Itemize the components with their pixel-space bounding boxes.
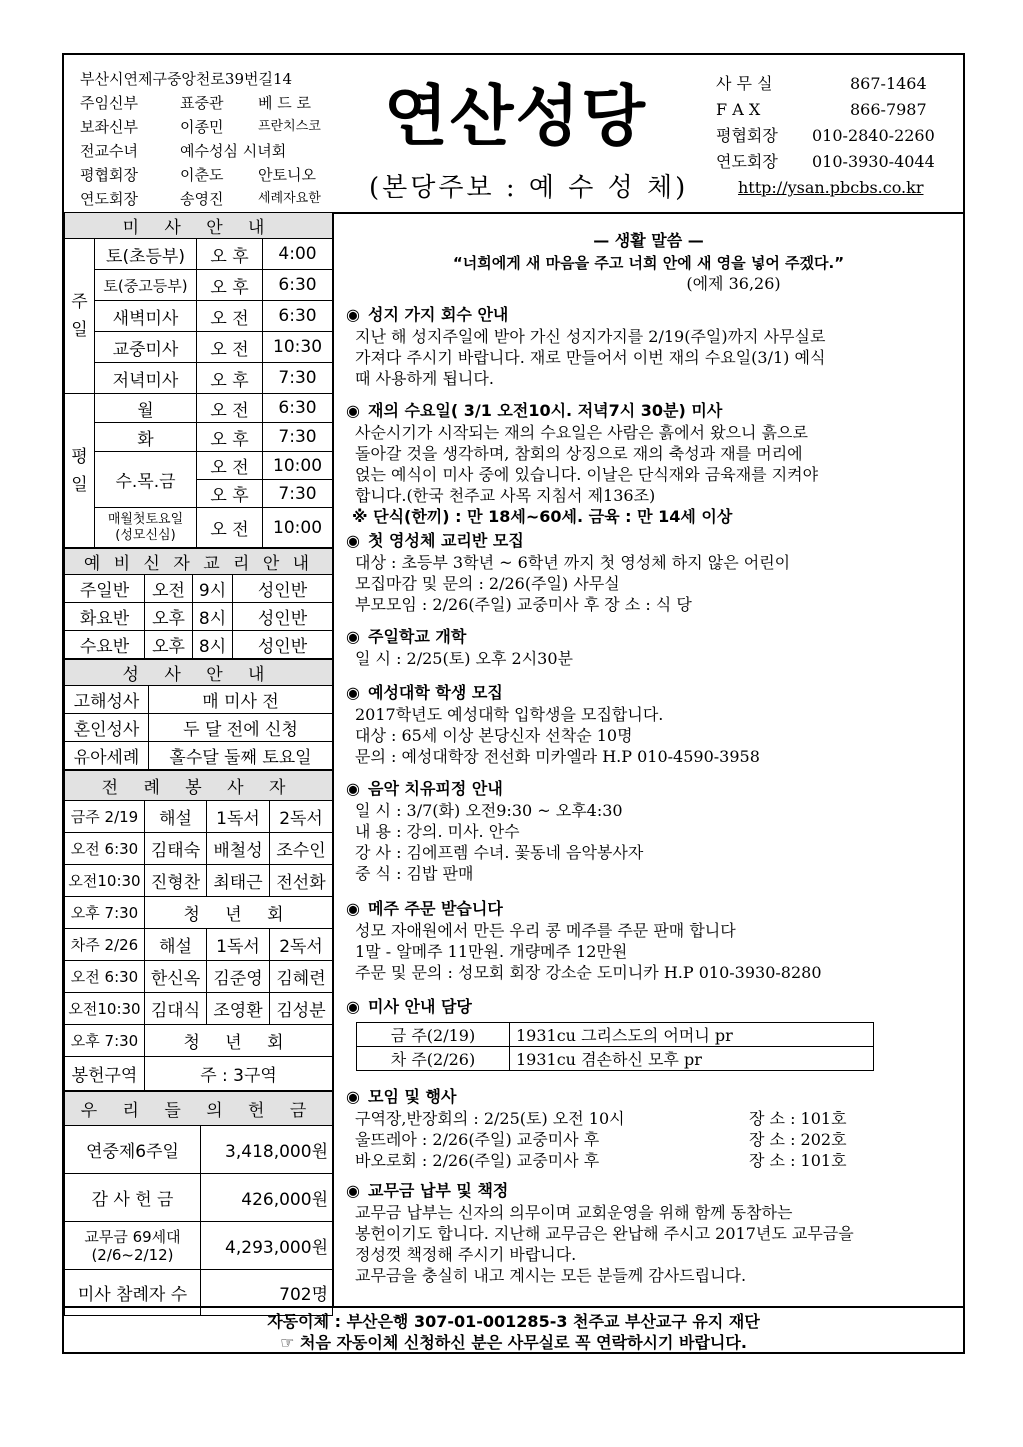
server-name: 김성분 xyxy=(270,993,333,1025)
person: 예수성심 시녀회 xyxy=(180,142,287,160)
notice-line: 내 용 : 강의. 미사. 안수 xyxy=(355,822,520,841)
weekly-word xyxy=(334,230,963,294)
auto-transfer-info: 자동이체 : 부산은행 307-01-001285-3 천주교 부산교구 유지 재단 xyxy=(267,1312,760,1331)
mass-slot: 오전 6:30 xyxy=(65,961,145,993)
sunday-label: 주일 xyxy=(65,239,95,394)
notice-ash-wednesday xyxy=(346,400,956,528)
catechism-table xyxy=(64,548,333,659)
mass-slot: 오후 7:30 xyxy=(65,1025,145,1057)
footer xyxy=(64,1306,963,1352)
server-name: 김태숙 xyxy=(145,833,207,865)
intention-group: 1931cu 겸손하신 모후 pr xyxy=(510,1047,874,1071)
mass-time: 10:00 xyxy=(263,452,333,480)
notice-line: 얹는 예식이 미사 중에 있습니다. 이날은 단식재와 금육재를 지켜야 xyxy=(355,465,819,484)
mass-ampm: 오 후 xyxy=(197,423,263,452)
mass-name: 토(중고등부) xyxy=(95,270,197,301)
sacrament-name: 고해성사 xyxy=(65,686,149,714)
class-hour: 9시 xyxy=(193,575,233,603)
role-header: 해설 xyxy=(145,801,207,833)
contact-number: 010-2840-2260 xyxy=(812,126,935,145)
sacrament-name: 혼인성사 xyxy=(65,714,149,742)
week-label: 차 주(2/26) xyxy=(357,1047,510,1071)
class-group: 성인반 xyxy=(233,631,333,659)
sacraments-table xyxy=(64,659,333,770)
class-day: 화요반 xyxy=(65,603,145,631)
person: 송영진 xyxy=(180,190,224,208)
class-ampm: 오전 xyxy=(145,575,193,603)
bulletin-subtitle: (본당주보 : 예 수 성 체) xyxy=(369,173,689,203)
mass-slot: 오전 6:30 xyxy=(65,833,145,865)
role-header: 해설 xyxy=(145,929,207,961)
right-column xyxy=(334,212,963,1306)
meeting-info: 구역장,반장회의 : 2/25(토) 오전 10시 xyxy=(355,1109,625,1128)
role: 연도회장 xyxy=(80,190,138,208)
mass-name: 교중미사 xyxy=(95,332,197,363)
notice-senior-college xyxy=(346,682,956,767)
sacrament-name: 유아세례 xyxy=(65,742,149,770)
bullet-icon: ◉ xyxy=(346,1181,360,1200)
offering-amount: 426,000원 xyxy=(201,1174,333,1222)
notice-line: 교무금 납부는 신자의 의무이며 교회운영을 위해 함께 동참하는 xyxy=(355,1203,793,1222)
sacraments-title: 성 사 안 내 xyxy=(65,660,333,686)
server-name: 조수인 xyxy=(270,833,333,865)
contact-number: 010-3930-4044 xyxy=(812,152,935,171)
mass-ampm: 오 후 xyxy=(197,363,263,394)
meeting-place: 장 소 : 202호 xyxy=(749,1130,847,1149)
server-name: 진형찬 xyxy=(145,865,207,897)
mass-ampm: 오 전 xyxy=(197,452,263,480)
bullet-icon: ◉ xyxy=(346,1087,360,1106)
notice-palm-return xyxy=(346,304,956,389)
weekly-word-quote: “너희에게 새 마음을 주고 너희 안에 새 영을 넣어 주겠다.” xyxy=(452,254,845,272)
address: 부산시연제구중앙천로39번길14 xyxy=(80,70,293,88)
week-label: 금주 2/19 xyxy=(65,801,145,833)
contact-label: 사 무 실 xyxy=(716,74,773,93)
mass-time: 7:30 xyxy=(263,480,333,508)
auto-transfer-note: ☞ 처음 자동이체 신청하신 분은 사무실로 꼭 연락하시기 바랍니다. xyxy=(280,1333,747,1352)
offering-amount: 4,293,000원 xyxy=(201,1222,333,1270)
parish-staff xyxy=(80,67,321,211)
mass-time: 4:00 xyxy=(263,239,333,270)
server-name: 김혜련 xyxy=(270,961,333,993)
baptism-name: 세례자요한 xyxy=(258,191,321,206)
attendance-count: 702명 xyxy=(201,1270,333,1316)
mass-ampm: 오 전 xyxy=(197,301,263,332)
intention-group: 1931cu 그리스도의 어머니 pr xyxy=(510,1023,874,1047)
mass-name: 토(초등부) xyxy=(95,239,197,270)
meeting-row xyxy=(346,1129,956,1150)
bullet-icon: ◉ xyxy=(346,683,360,702)
notice-title: 모임 및 행사 xyxy=(368,1087,457,1106)
notice-line: 일 시 : 3/7(화) 오전9:30 ~ 오후4:30 xyxy=(355,801,623,820)
offering-label-line1: 교무금 69세대 xyxy=(84,1227,181,1246)
notice-line: 강 사 : 김에프렘 수녀. 꽃동네 음악봉사자 xyxy=(355,843,644,862)
server-group: 청 년 회 xyxy=(145,1025,333,1057)
baptism-name: 안토니오 xyxy=(258,166,316,184)
notice-line: 대상 : 65세 이상 본당신자 선착순 10명 xyxy=(355,726,633,745)
meeting-place: 장 소 : 101호 xyxy=(749,1109,847,1128)
notice-meju-order xyxy=(346,898,956,983)
parish-title: 연산성당 xyxy=(384,78,648,155)
mass-time: 7:30 xyxy=(263,423,333,452)
offering-area-label: 봉헌구역 xyxy=(65,1057,145,1091)
fasting-note: ※ 단식(한끼) : 만 18세~60세. 금육 : 만 14세 이상 xyxy=(352,507,733,526)
mass-name: 월 xyxy=(95,394,197,423)
mass-schedule-title: 미 사 안 내 xyxy=(65,213,333,239)
class-day: 수요반 xyxy=(65,631,145,659)
class-day: 주일반 xyxy=(65,575,145,603)
servers-title: 전 례 봉 사 자 xyxy=(65,771,333,801)
mass-name: 화 xyxy=(95,423,197,452)
notice-line: 돌아갈 것을 생각하며, 참회의 상징으로 재의 축성과 재를 머리에 xyxy=(355,444,803,463)
person: 이춘도 xyxy=(180,166,224,184)
offering-label xyxy=(65,1222,201,1270)
notice-title: 첫 영성체 교리반 모집 xyxy=(368,531,524,550)
week-label: 금 주(2/19) xyxy=(357,1023,510,1047)
notice-line: 봉헌이기도 합니다. 지난해 교무금은 완납해 주시고 2017년도 교무금을 xyxy=(355,1224,854,1243)
notice-title: 주일학교 개학 xyxy=(368,627,467,646)
mass-name: 수.목.금 xyxy=(95,452,197,508)
weekly-word-reference: (에제 36,26) xyxy=(686,274,781,293)
notice-line: 지난 해 성지주일에 받아 가신 성지가지를 2/19(주일)까지 사무실로 xyxy=(355,327,826,346)
notice-line: 문의 : 예성대학장 전선화 미카엘라 H.P 010-4590-3958 xyxy=(355,747,760,766)
bullet-icon: ◉ xyxy=(346,305,360,324)
notice-music-retreat xyxy=(346,778,956,884)
mass-slot: 오전10:30 xyxy=(65,865,145,897)
sacrament-info: 매 미사 전 xyxy=(149,686,333,714)
week-label: 차주 2/26 xyxy=(65,929,145,961)
mass-intention-table xyxy=(356,1022,874,1071)
meeting-info: 바오로회 : 2/26(주일) 교중미사 후 xyxy=(355,1151,600,1170)
notice-line: 1말 - 알메주 11만원. 개량메주 12만원 xyxy=(355,942,628,961)
mass-ampm: 오 전 xyxy=(197,394,263,423)
role: 주임신부 xyxy=(80,94,138,112)
mass-name: 저녁미사 xyxy=(95,363,197,394)
class-group: 성인반 xyxy=(233,603,333,631)
mass-ampm: 오 후 xyxy=(197,239,263,270)
class-group: 성인반 xyxy=(233,575,333,603)
notice-title: 교무금 납부 및 책정 xyxy=(368,1181,509,1200)
person: 표중관 xyxy=(180,94,224,112)
role: 평협회장 xyxy=(80,166,138,184)
meeting-row xyxy=(346,1150,956,1171)
offerings-table xyxy=(64,1091,333,1316)
class-ampm: 오후 xyxy=(145,603,193,631)
notice-title: 성지 가지 회수 안내 xyxy=(368,305,509,324)
class-ampm: 오후 xyxy=(145,631,193,659)
bulletin-frame xyxy=(62,53,965,1354)
servers-table xyxy=(64,770,333,1091)
meetings-events xyxy=(346,1086,956,1171)
weekday-label: 평일 xyxy=(65,394,95,548)
notice-line: 사순시기가 시작되는 재의 수요일은 사람은 흙에서 왔으니 흙으로 xyxy=(355,423,808,442)
contact-label: F A X xyxy=(716,100,761,119)
contact-label: 연도회장 xyxy=(716,152,778,171)
server-name: 전선화 xyxy=(270,865,333,897)
mass-schedule-table xyxy=(64,212,333,548)
bullet-icon: ◉ xyxy=(346,997,360,1016)
baptism-name: 베 드 로 xyxy=(258,94,312,112)
offering-label: 연중제6주일 xyxy=(65,1126,201,1174)
bullet-icon: ◉ xyxy=(346,899,360,918)
mass-time: 6:30 xyxy=(263,394,333,423)
server-name: 한신옥 xyxy=(145,961,207,993)
catechism-title: 예 비 신 자 교 리 안 내 xyxy=(65,549,333,575)
notice-line: 때 사용하게 됩니다. xyxy=(355,369,494,388)
bullet-icon: ◉ xyxy=(346,531,360,550)
class-hour: 8시 xyxy=(193,603,233,631)
mass-name-line2: (성모신심) xyxy=(115,527,176,543)
mass-name: 새벽미사 xyxy=(95,301,197,332)
website-link[interactable]: http://ysan.pbcbs.co.kr xyxy=(738,178,924,197)
notice-first-communion xyxy=(346,530,956,615)
meeting-row xyxy=(346,1108,956,1129)
offering-label: 감 사 헌 금 xyxy=(65,1174,201,1222)
notice-line: 가져다 주시기 바랍니다. 재로 만들어서 이번 재의 수요일(3/1) 예식 xyxy=(355,348,826,367)
bullet-icon: ◉ xyxy=(346,779,360,798)
server-name: 김준영 xyxy=(207,961,270,993)
mass-time: 6:30 xyxy=(263,270,333,301)
server-group: 청 년 회 xyxy=(145,897,333,929)
notice-line: 합니다.(한국 천주교 사목 지침서 제136조) xyxy=(355,486,656,505)
sacrament-info: 홀수달 둘째 토요일 xyxy=(149,742,333,770)
mass-slot: 오전10:30 xyxy=(65,993,145,1025)
notice-line: 모집마감 및 문의 : 2/26(주일) 사무실 xyxy=(355,574,620,593)
contact-label: 평협회장 xyxy=(716,126,778,145)
mass-ampm: 오 전 xyxy=(197,508,263,548)
mass-time: 10:00 xyxy=(263,508,333,548)
mass-name xyxy=(95,508,197,548)
class-hour: 8시 xyxy=(193,631,233,659)
contact-number: 866-7987 xyxy=(850,100,927,119)
notice-line: 부모모임 : 2/26(주일) 교중미사 후 장 소 : 식 당 xyxy=(355,595,692,614)
bullet-icon: ◉ xyxy=(346,401,360,420)
notice-line: 정성껏 책정해 주시기 바랍니다. xyxy=(355,1245,577,1264)
contacts xyxy=(716,71,935,201)
offering-amount: 3,418,000원 xyxy=(201,1126,333,1174)
meeting-place: 장 소 : 101호 xyxy=(749,1151,847,1170)
notice-title: 미사 안내 담당 xyxy=(368,997,472,1016)
header xyxy=(64,55,963,214)
mass-time: 10:30 xyxy=(263,332,333,363)
offering-label-line2: (2/6~2/12) xyxy=(91,1245,174,1264)
notice-line: 성모 자애원에서 만든 우리 콩 메주를 주문 판매 합니다 xyxy=(355,921,736,940)
server-name: 배철성 xyxy=(207,833,270,865)
mass-name-line1: 매월첫토요일 xyxy=(107,511,184,527)
meeting-info: 울뜨레아 : 2/26(주일) 교중미사 후 xyxy=(355,1130,600,1149)
contact-number: 867-1464 xyxy=(850,74,927,93)
notice-title: 음악 치유피정 안내 xyxy=(368,779,503,798)
baptism-name: 프란치스코 xyxy=(258,119,321,134)
role-header: 1독서 xyxy=(207,929,270,961)
left-column xyxy=(64,212,334,1306)
role: 전교수녀 xyxy=(80,142,138,160)
notice-title: 메주 주문 받습니다 xyxy=(368,899,503,918)
notice-tithe xyxy=(346,1180,956,1286)
notice-line: 교무금을 충실히 내고 계시는 모든 분들께 감사드립니다. xyxy=(355,1266,747,1285)
server-name: 조영환 xyxy=(207,993,270,1025)
mass-ampm: 오 전 xyxy=(197,332,263,363)
notice-line: 중 식 : 김밥 판매 xyxy=(355,864,474,883)
mass-ampm: 오 후 xyxy=(197,480,263,508)
notice-line: 2017학년도 예성대학 입학생을 모집합니다. xyxy=(355,705,664,724)
mass-time: 6:30 xyxy=(263,301,333,332)
server-name: 최태근 xyxy=(207,865,270,897)
mass-time: 7:30 xyxy=(263,363,333,394)
weekly-word-heading: — 생활 말씀 — xyxy=(593,231,704,250)
sacrament-info: 두 달 전에 신청 xyxy=(149,714,333,742)
bullet-icon: ◉ xyxy=(346,627,360,646)
person: 이종민 xyxy=(180,118,224,136)
role-header: 2독서 xyxy=(270,929,333,961)
notice-line: 주문 및 문의 : 성모회 회장 강소순 도미니카 H.P 010-3930-8280 xyxy=(355,963,822,982)
mass-ampm: 오 후 xyxy=(197,270,263,301)
notice-line: 대상 : 초등부 3학년 ~ 6학년 까지 첫 영성체 하지 않은 어린이 xyxy=(355,553,791,572)
offering-area-value: 주 : 3구역 xyxy=(145,1057,333,1091)
notice-line: 일 시 : 2/25(토) 오후 2시30분 xyxy=(355,649,573,668)
notice-title: 재의 수요일( 3/1 오전10시. 저녁7시 30분) 미사 xyxy=(368,401,723,420)
offerings-title: 우 리 들 의 헌 금 xyxy=(65,1092,333,1126)
notice-sunday-school xyxy=(346,626,956,669)
role: 보좌신부 xyxy=(80,118,138,136)
attendance-label: 미사 참례자 수 xyxy=(65,1270,201,1316)
mass-slot: 오후 7:30 xyxy=(65,897,145,929)
server-name: 김대식 xyxy=(145,993,207,1025)
mass-intention xyxy=(346,996,956,1071)
role-header: 1독서 xyxy=(207,801,270,833)
notice-title: 예성대학 학생 모집 xyxy=(368,683,503,702)
role-header: 2독서 xyxy=(270,801,333,833)
